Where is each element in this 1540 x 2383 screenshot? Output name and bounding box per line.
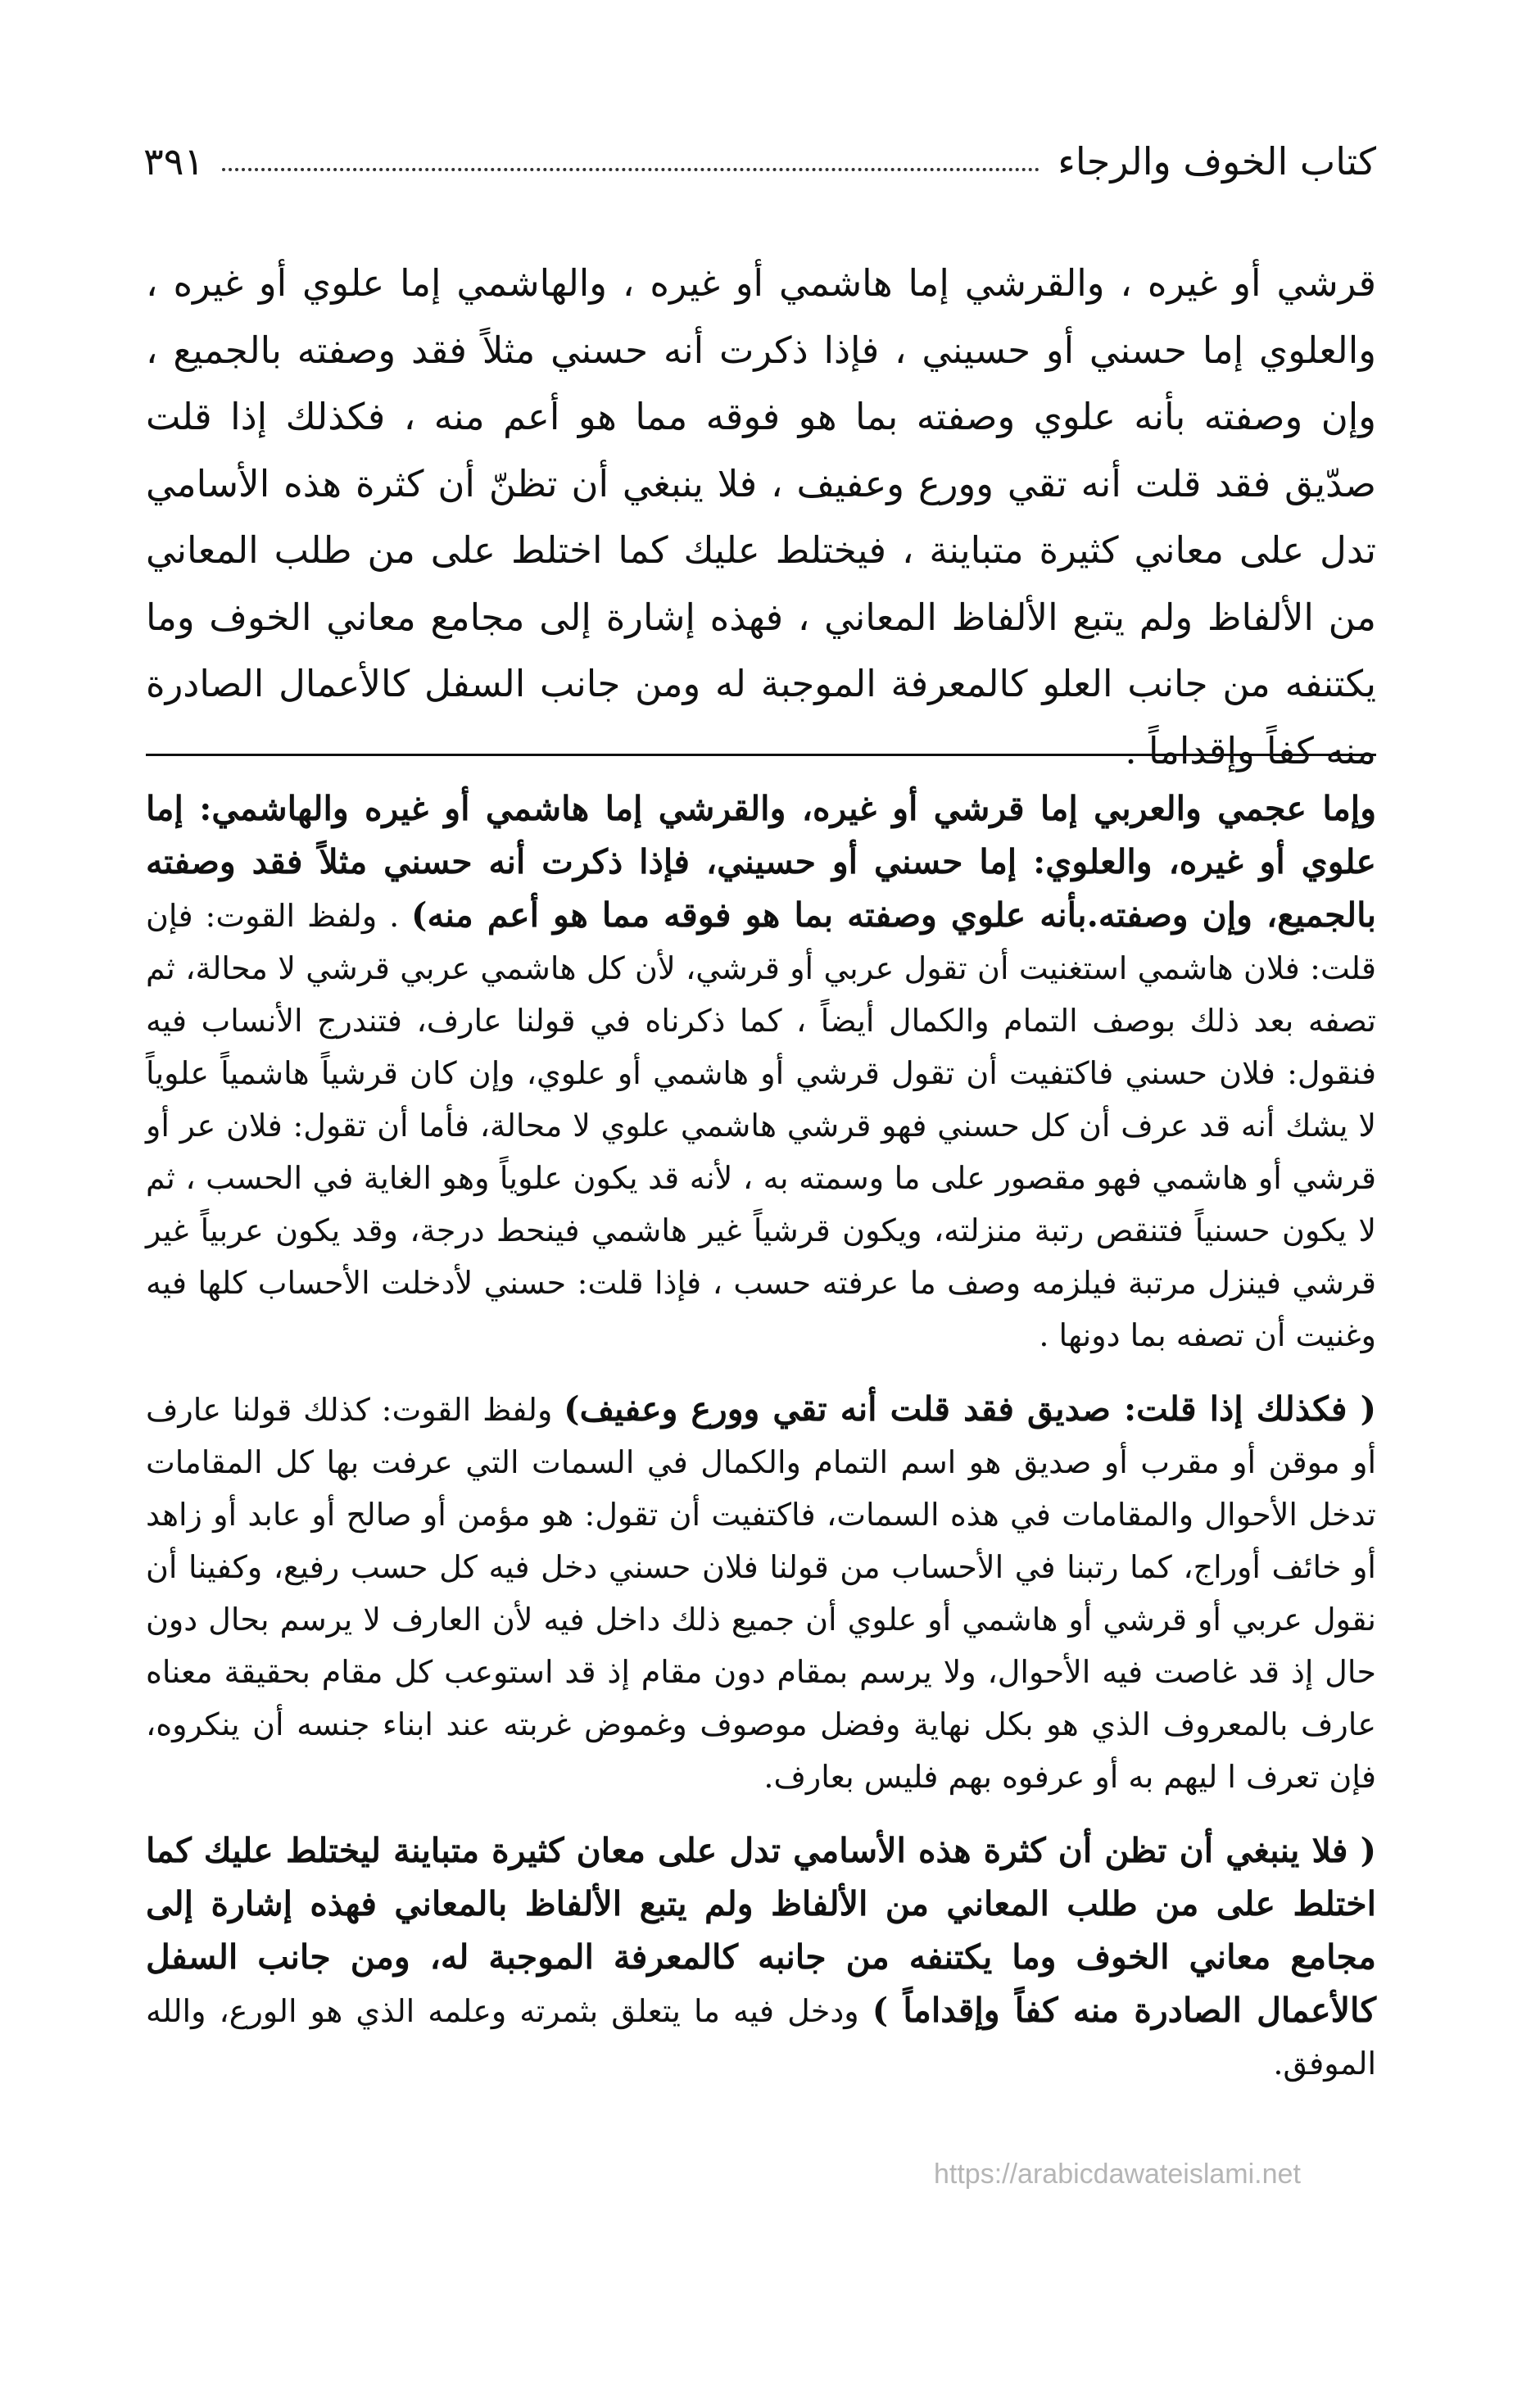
footnote-divider: [146, 754, 1376, 756]
page-number: ٣٩١: [143, 139, 205, 183]
website-watermark: https://arabicdawateislami.net: [934, 2159, 1301, 2190]
chapter-title: كتاب الخوف والرجاء: [1058, 139, 1376, 183]
commentary-paragraph-3: [146, 1824, 1376, 2090]
quoted-matn-3: ( فلا ينبغي أن تظن أن كثرة هذه الأسامي تدل على معان كثيرة متباينة ليختلط عليك كما اختلط على من طلب المعاني من الألفاظ ولم يتبع الألفاظ بالمعاني فهذه إشارة إلى مجامع معاني الخوف وما يكتنفه من جانبه كالمعرفة الموجبة له، ومن جانب السفل كالأعمال الصادرة منه كفاً وإقداماً ): [146, 1831, 1376, 2030]
commentary-text-2: ولفظ القوت: كذلك قولنا عارف أو موقن أو مقرب أو صديق هو اسم التمام والكمال في السمات التي عرفت بها كل المقامات تدخل الأحوال والمقامات في هذه السمات، فاكتفيت أن تقول: هو مؤمن أو صالح أو عابد أو زاهد أو خائف أوراج، كما رتبنا في الأحساب من قولنا فلان حسني دخل فيه كل حسب رفيع، وكفينا أن نقول عربي أو قرشي أو هاشمي أو علوي أن جميع ذلك داخل فيه لأن العارف لا يرسم بحال دون حال إذ قد غاصت فيه الأحوال، ولا يرسم بمقام دون مقام إذ قد استوعب كل مقام بحقيقة معناه عارف بالمعروف الذي هو بكل نهاية وفضل موصوف وغموض غربته عند ابناء جنسه أن ينكروه، فإن تعرف ا ليهم به أو عرفوه بهم فليس بعارف.: [146, 1392, 1376, 1795]
commentary-paragraph-1: [146, 782, 1376, 1361]
commentary-paragraph-2: [146, 1383, 1376, 1803]
page-header: [143, 139, 1376, 183]
commentary-text-3: ودخل فيه ما يتعلق بثمرته وعلمه الذي هو الورع، والله الموفق.: [146, 1993, 1376, 2082]
main-text: قرشي أو غيره ، والقرشي إما هاشمي أو غيره ، والهاشمي إما علوي أو غيره ، والعلوي إما حسني أو حسيني ، فإذا ذكرت أنه حسني مثلاً فقد وصفته بالجميع ، وإن وصفته بأنه علوي وصفته بما هو فوقه مما هو أعم منه ، فكذلك إذا قلت صدّيق فقد قلت أنه تقي وورع وعفيف ، فلا ينبغي أن تظنّ أن كثرة هذه الأسامي تدل على معاني كثيرة متباينة ، فيختلط عليك كما اختلط على من طلب المعاني من الألفاظ ولم يتبع الألفاظ المعاني ، فهذه إشارة إلى مجامع معاني الخوف وما يكتنفه من جانب العلو كالمعرفة الموجبة له ومن جانب السفل كالأعمال الصادرة منه كفاً وإقداماً .: [146, 261, 1376, 772]
commentary-text-1: . ولفظ القوت: فإن قلت: فلان هاشمي استغنيت أن تقول عربي أو قرشي، لأن كل هاشمي عربي قرشي لا محالة، ثم تصفه بعد ذلك بوصف التمام والكمال أيضاً ، كما ذكرناه في قولنا عارف، فتندرج الأنساب فيه فنقول: فلان حسني فاكتفيت أن تقول قرشي أو هاشمي أو علوي، وإن كان قرشياً هاشمياً علوياً لا يشك أنه قد عرف أن كل حسني فهو قرشي هاشمي علوي لا محالة، فأما أن تقول: فلان عر أو قرشي أو هاشمي فهو مقصور على ما وسمته به ، لأنه قد يكون علوياً وهو الغاية في الحسب ، ثم لا يكون حسنياً فتنقص رتبة منزلته، ويكون قرشياً غير هاشمي فينحط درجة، وقد يكون عربياً غير قرشي فينزل مرتبة فيلزمه وصف ما عرفته حسب ، فإذا قلت: حسني لأدخلت الأحساب كلها فيه وغنيت أن تصفه بما دونها .: [146, 898, 1376, 1353]
quoted-matn-2: ( فكذلك إذا قلت: صديق فقد قلت أنه تقي وورع وعفيف): [564, 1389, 1376, 1429]
commentary-section: [146, 782, 1376, 2090]
quoted-matn-1: وإما عجمي والعربي إما قرشي أو غيره، والقرشي إما هاشمي أو غيره والهاشمي: إما علوي أو غيره، والعلوي: إما حسني أو حسيني، فإذا ذكرت أنه حسني مثلاً فقد وصفته بالجميع، وإن وصفته.بأنه علوي وصفته بما هو فوقه مما هو أعم منه): [146, 789, 1376, 935]
header-dotted-leader: [222, 168, 1040, 171]
